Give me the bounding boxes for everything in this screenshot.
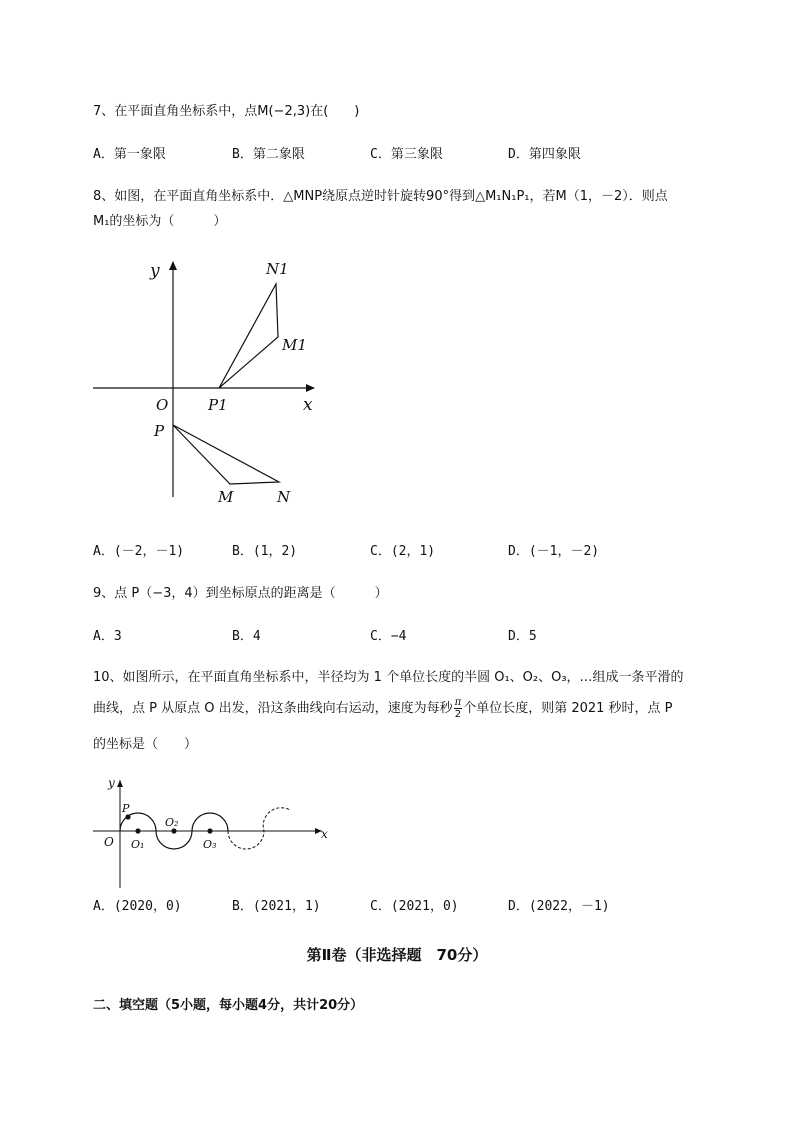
q8-label-m: M	[218, 488, 234, 506]
q10-frac-den: 2	[454, 709, 462, 720]
q10-label-p: P	[122, 802, 130, 815]
q10-frac-num: π	[454, 697, 462, 708]
q9-option-c: C．−4	[370, 629, 407, 644]
q7-option-d: D．第四象限	[508, 147, 581, 162]
q10-option-a: A．(2020，0)	[93, 899, 182, 914]
q8-option-c: C．(2，1)	[370, 544, 436, 559]
q10-curve-dashed	[228, 808, 290, 849]
q10-label-o: O	[104, 835, 114, 849]
q10-option-b: B．(2021，1)	[232, 899, 321, 914]
q7-option-b: B．第二象限	[232, 147, 305, 162]
q8-label-n1: N1	[266, 260, 289, 278]
q8-label-y: y	[150, 261, 160, 281]
section-title: 第Ⅱ卷（非选择题 70分）	[306, 946, 488, 964]
q10-label-o3: O₃	[203, 838, 217, 851]
q8-option-d: D．(－1，－2)	[508, 544, 600, 559]
section-subtitle: 二、填空题（5小题，每小题4分，共计20分）	[93, 998, 364, 1013]
q8-label-m1: M1	[282, 336, 307, 354]
q8-label-x: x	[303, 395, 313, 415]
q10-point-p	[125, 814, 130, 819]
q8-triangle-m1n1p1	[219, 284, 278, 388]
q10-speed-fraction	[454, 697, 463, 720]
q10-label-o1: O₁	[131, 838, 145, 851]
q10-option-d: D．(2022，－1)	[508, 899, 610, 914]
q9-stem: 9、点 P（−3，4）到坐标原点的距离是（ ）	[93, 586, 388, 601]
q7-option-a: A．第一象限	[93, 147, 166, 162]
q10-point-o3	[207, 828, 212, 833]
q10-figure	[0, 760, 794, 890]
q7-option-c: C．第三象限	[370, 147, 443, 162]
q10-label-y: y	[108, 776, 115, 790]
q10-stem-line1: 10、如图所示，在平面直角坐标系中，半径均为 1 个单位长度的半圆 O₁、O₂、O₃，…组成一条平滑的	[93, 670, 684, 685]
q10-option-c: C．(2021，0)	[370, 899, 459, 914]
q10-point-o2	[171, 828, 176, 833]
q9-option-a: A．3	[93, 629, 122, 644]
q8-stem-line1: 8、如图，在平面直角坐标系中．△MNP绕原点逆时针旋转90°得到△M₁N₁P₁，若M（1，－2）．则点	[93, 189, 668, 204]
q9-option-b: B．4	[232, 629, 261, 644]
q8-triangle-mnp	[173, 425, 279, 484]
q10-stem-line2-part2: 个单位长度，则第 2021 秒时，点 P	[463, 701, 673, 716]
q10-point-o1	[135, 828, 140, 833]
q8-label-p: P	[154, 422, 165, 440]
q8-label-p1: P1	[208, 396, 228, 414]
q8-stem-line2: M₁的坐标为（ ）	[93, 214, 227, 229]
q10-label-o2: O₂	[165, 816, 179, 829]
q8-label-o: O	[156, 396, 169, 414]
q8-option-b: B．(1，2)	[232, 544, 298, 559]
q10-stem-line2-part1: 曲线，点 P 从原点 O 出发，沿这条曲线向右运动，速度为每秒	[93, 701, 453, 716]
q7-stem: 7、在平面直角坐标系中，点M(−2,3)在( )	[93, 104, 360, 119]
q10-stem-line3: 的坐标是（ ）	[93, 737, 198, 752]
q8-label-n: N	[277, 488, 291, 506]
q8-figure	[0, 0, 794, 540]
q10-stem-line2	[93, 697, 673, 720]
q9-option-d: D．5	[508, 629, 537, 644]
q10-label-x: x	[321, 827, 328, 841]
q8-option-a: A．(－2，－1)	[93, 544, 185, 559]
